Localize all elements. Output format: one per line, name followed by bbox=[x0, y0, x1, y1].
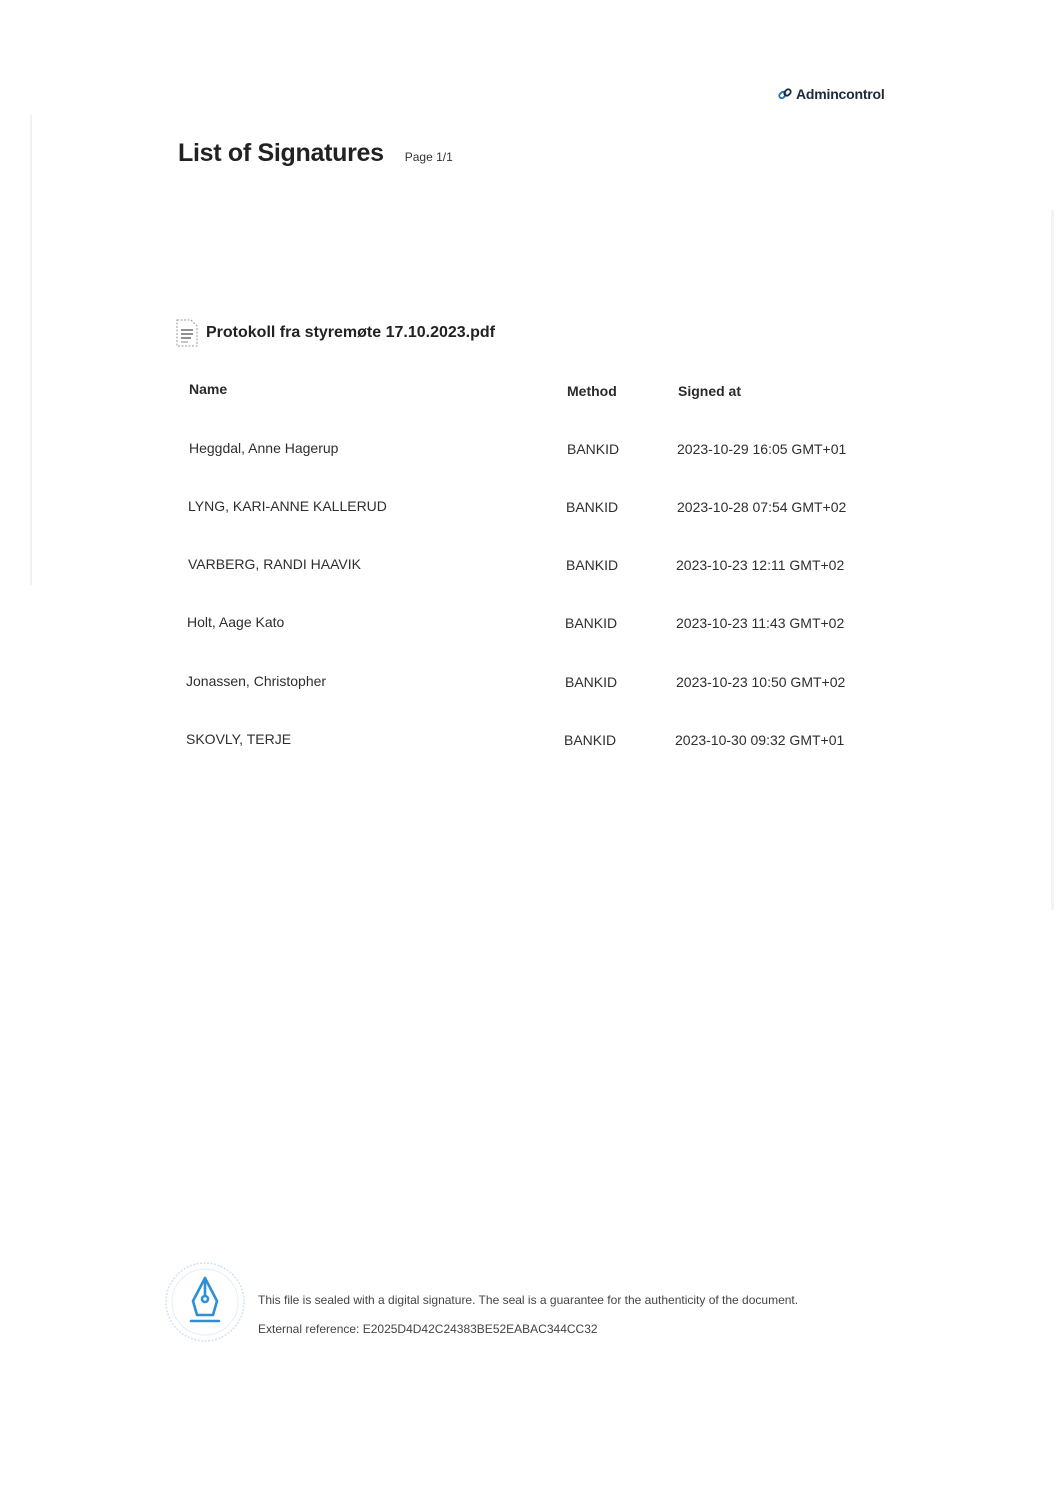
column-header-name: Name bbox=[189, 381, 228, 397]
link-icon bbox=[778, 87, 792, 101]
signed-at: 2023-10-23 12:11 GMT+02 bbox=[676, 557, 845, 573]
scan-edge-left bbox=[30, 115, 32, 585]
column-header-method: Method bbox=[567, 383, 617, 399]
signed-at: 2023-10-30 09:32 GMT+01 bbox=[675, 732, 845, 748]
signing-method: BANKID bbox=[565, 615, 618, 631]
signing-method: BANKID bbox=[564, 732, 617, 748]
page-title: List of Signatures bbox=[178, 139, 384, 167]
signing-method: BANKID bbox=[567, 441, 620, 457]
signer-name: SKOVLY, TERJE bbox=[186, 731, 292, 747]
seal-badge bbox=[164, 1261, 246, 1343]
signed-at: 2023-10-29 16:05 GMT+01 bbox=[677, 441, 847, 457]
signer-name: Holt, Aage Kato bbox=[187, 614, 285, 630]
brand-name: Admincontrol bbox=[796, 86, 885, 102]
signed-at: 2023-10-23 11:43 GMT+02 bbox=[676, 615, 845, 631]
signed-at: 2023-10-23 10:50 GMT+02 bbox=[676, 674, 846, 690]
signer-name: VARBERG, RANDI HAAVIK bbox=[188, 556, 361, 572]
brand-logo bbox=[778, 86, 885, 102]
signing-method: BANKID bbox=[566, 557, 619, 573]
scan-edge-right bbox=[1051, 210, 1054, 910]
seal-statement: This file is sealed with a digital signature. The seal is a guarantee for the authenticity of the document. bbox=[258, 1293, 799, 1307]
column-header-signed-at: Signed at bbox=[678, 383, 742, 399]
signer-name: Jonassen, Christopher bbox=[186, 673, 327, 689]
document-file-name: Protokoll fra styremøte 17.10.2023.pdf bbox=[206, 324, 495, 341]
signing-method: BANKID bbox=[565, 674, 618, 690]
page-number: Page 1/1 bbox=[404, 150, 453, 164]
document-heading bbox=[174, 318, 495, 348]
title-row bbox=[178, 139, 453, 168]
seal-external-reference: External reference: E2025D4D42C24383BE52EABAC344CC32 bbox=[258, 1322, 598, 1336]
signer-name: Heggdal, Anne Hagerup bbox=[189, 440, 339, 456]
signed-at: 2023-10-28 07:54 GMT+02 bbox=[677, 499, 847, 515]
document-icon bbox=[174, 318, 200, 348]
signer-name: LYNG, KARI-ANNE KALLERUD bbox=[188, 498, 387, 514]
signing-method: BANKID bbox=[566, 499, 619, 515]
